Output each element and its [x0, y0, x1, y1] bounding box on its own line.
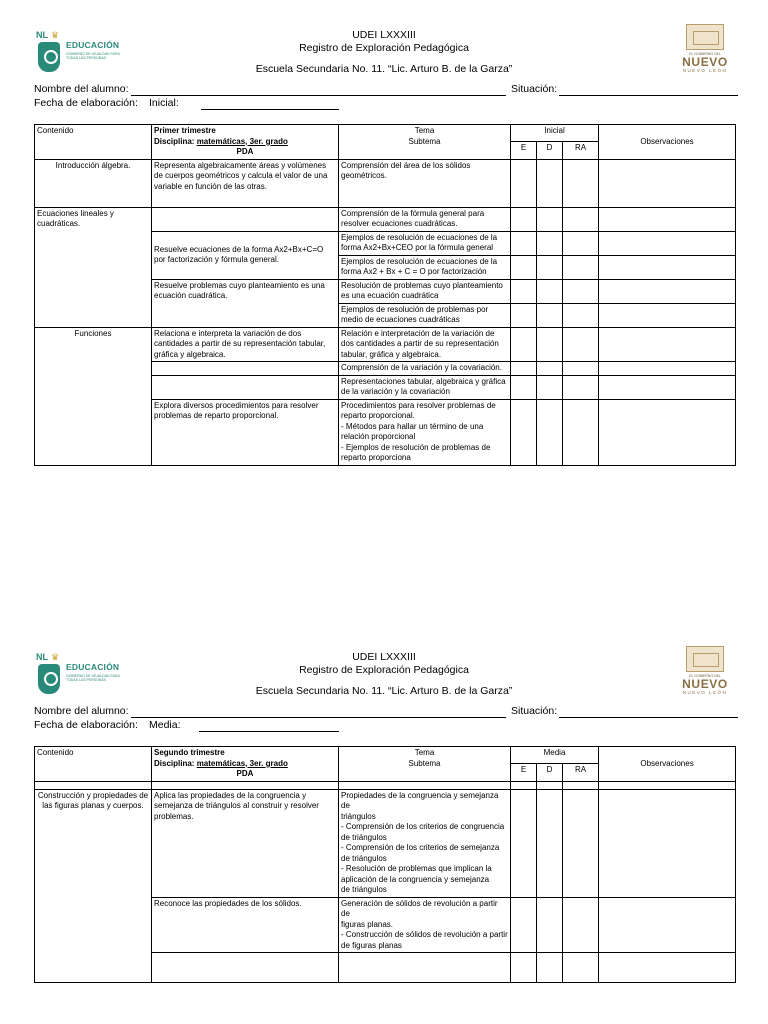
d-cell[interactable] [537, 231, 563, 255]
e-cell[interactable] [511, 255, 537, 279]
header-escuela: Escuela Secundaria No. 11. “Lic. Arturo B. de la Garza” [255, 685, 513, 697]
e-header: E [511, 142, 537, 159]
ra-cell[interactable] [563, 231, 599, 255]
e-cell[interactable] [511, 362, 537, 376]
d-cell[interactable] [537, 303, 563, 327]
ra-cell[interactable] [563, 207, 599, 231]
obs-cell[interactable] [599, 399, 736, 465]
e-cell[interactable] [511, 327, 537, 362]
table-row: Resuelve ecuaciones de la forma Ax2+Bx+C=O por factorización y fórmula general. Ejemplos de resolución de ecuaciones de la forma Ax2+Bx+CEO por la fórmula general [35, 231, 736, 255]
d-cell[interactable] [537, 375, 563, 399]
obs-cell[interactable] [599, 789, 736, 897]
e-cell[interactable] [511, 159, 537, 207]
d-cell[interactable] [537, 279, 563, 303]
header-udei: UDEI LXXXIII [352, 651, 416, 663]
table-row: Resuelve problemas cuyo planteamiento es una ecuación cuadrática. Resolución de problemas cuyo planteamiento es una ecuación cuadrática [35, 279, 736, 303]
obs-cell[interactable] [599, 231, 736, 255]
obs-cell[interactable] [599, 255, 736, 279]
ra-header: RA [563, 142, 599, 159]
observaciones-header: Observaciones [599, 125, 736, 160]
e-cell[interactable] [511, 303, 537, 327]
pda-header: Segundo trimestre Disciplina: matemáticas, 3er. grado PDA [152, 747, 339, 782]
evaluation-table [34, 746, 736, 983]
situation-field[interactable] [559, 717, 738, 718]
table-row: Ejemplos de resolución de ecuaciones de la forma Ax2 + Bx + C = O por factorización [35, 255, 736, 279]
contenido-header: Contenido [35, 747, 152, 782]
table-row [35, 781, 736, 789]
ra-cell[interactable] [563, 255, 599, 279]
nuevo-leon-logo: EL GOBIERNO DEL NUEVO NUEVO LEÓN [672, 646, 738, 696]
situation-label: Situación: [511, 83, 558, 95]
ra-cell[interactable] [563, 303, 599, 327]
evaluation-table [34, 124, 736, 466]
educacion-logo: NL ♛ EDUCACIÓN GOBIERNO DE IGUALDAD PARA TODAS LAS PERSONAS [36, 652, 146, 698]
date-label: Fecha de elaboración: [34, 97, 138, 109]
obs-cell[interactable] [599, 375, 736, 399]
d-cell[interactable] [537, 327, 563, 362]
ra-cell[interactable] [563, 399, 599, 465]
e-cell[interactable] [511, 789, 537, 897]
header-escuela: Escuela Secundaria No. 11. “Lic. Arturo B. de la Garza” [255, 63, 513, 75]
table-row: Representaciones tabular, algebraica y gráfica de la variación y la covariación [35, 375, 736, 399]
header-udei: UDEI LXXXIII [352, 29, 416, 41]
crown-icon: ♛ [51, 30, 60, 40]
table-row: Reconoce las propiedades de los sólidos. Generación de sólidos de revolución a partir de figuras planas. - Construcción de sólidos de revolución a partir de figuras planas [35, 897, 736, 953]
ra-cell[interactable] [563, 897, 599, 953]
d-cell[interactable] [537, 897, 563, 953]
d-cell[interactable] [537, 159, 563, 207]
ra-cell[interactable] [563, 279, 599, 303]
date-field[interactable] [201, 109, 339, 110]
obs-cell[interactable] [599, 362, 736, 376]
ra-cell[interactable] [563, 159, 599, 207]
nuevo-leon-logo: EL GOBIERNO DEL NUEVO NUEVO LEÓN [672, 24, 738, 74]
date-field[interactable] [199, 731, 339, 732]
pda-header: Primer trimestre Disciplina: matemáticas, 3er. grado PDA [152, 125, 339, 160]
ra-cell[interactable] [563, 327, 599, 362]
d-cell[interactable] [537, 207, 563, 231]
ra-header: RA [563, 764, 599, 781]
e-header: E [511, 764, 537, 781]
table-row: Explora diversos procedimientos para resolver problemas de reparto proporcional. Procedimientos para resolver problemas de reparto proporcional. - Métodos para hallar un término de una relación proporcional - Ejemplos de resolución de problemas de reparto proporciona [35, 399, 736, 465]
educacion-logo: NL ♛ EDUCACIÓN GOBIERNO DE IGUALDAD PARA TODAS LAS PERSONAS [36, 30, 146, 76]
table-row: Construcción y propiedades de las figuras planas y cuerpos. Aplica las propiedades de la congruencia y semejanza de triángulos al construir y resolver problemas. Propiedades de la congruencia y semejanza de triángulos - Comprensión de los criterios de congruencia de triángulos - Comprensión de los criterios de semejanza de triángulos - Resolución de problemas que implican la aplicación de la congruencia y semejanza de triángulos [35, 789, 736, 897]
student-name-field[interactable] [131, 717, 506, 718]
e-cell[interactable] [511, 279, 537, 303]
e-cell[interactable] [511, 375, 537, 399]
obs-cell[interactable] [599, 897, 736, 953]
header-registro: Registro de Exploración Pedagógica [299, 42, 469, 54]
tema-header: Tema Subtema [339, 747, 511, 782]
obs-cell[interactable] [599, 327, 736, 362]
situation-label: Situación: [511, 705, 558, 717]
d-cell[interactable] [537, 255, 563, 279]
observaciones-header: Observaciones [599, 747, 736, 782]
obs-cell[interactable] [599, 303, 736, 327]
student-name-label: Nombre del alumno: [34, 83, 129, 95]
date-label: Fecha de elaboración: [34, 719, 138, 731]
obs-cell[interactable] [599, 159, 736, 207]
period-label: Media: [149, 719, 181, 731]
contenido-header: Contenido [35, 125, 152, 160]
ra-cell[interactable] [563, 375, 599, 399]
period-label: Inicial: [149, 97, 179, 109]
eval-header: Media [511, 747, 599, 764]
d-cell[interactable] [537, 399, 563, 465]
crown-icon: ♛ [51, 652, 60, 662]
d-header: D [537, 764, 563, 781]
e-cell[interactable] [511, 231, 537, 255]
obs-cell[interactable] [599, 279, 736, 303]
eval-header: Inicial [511, 125, 599, 142]
header-registro: Registro de Exploración Pedagógica [299, 664, 469, 676]
ra-cell[interactable] [563, 789, 599, 897]
d-header: D [537, 142, 563, 159]
table-row: Introducción álgebra. Representa algebraicamente áreas y volúmenes de cuerpos geométricos y calcula el valor de una variable en función de las otras. Comprensión del área de los sólidos geométricos. [35, 159, 736, 207]
table-row: Ecuaciones lineales y cuadráticas. Comprensión de la fórmula general para resolver ecuaciones cuadráticas. [35, 207, 736, 231]
student-name-label: Nombre del alumno: [34, 705, 129, 717]
e-cell[interactable] [511, 897, 537, 953]
d-cell[interactable] [537, 789, 563, 897]
d-cell[interactable] [537, 362, 563, 376]
e-cell[interactable] [511, 207, 537, 231]
obs-cell[interactable] [599, 207, 736, 231]
table-row: Ejemplos de resolución de problemas por medio de ecuaciones cuadráticas [35, 303, 736, 327]
situation-field[interactable] [559, 95, 738, 96]
table-row: Funciones Relaciona e interpreta la variación de dos cantidades a partir de su representación tabular, gráfica y algebraica. Relación e interpretación de la variación de dos cantidades a partir de su representación tabular, gráfica y algebraica. [35, 327, 736, 362]
tema-header: Tema Subtema [339, 125, 511, 160]
e-cell[interactable] [511, 399, 537, 465]
ra-cell[interactable] [563, 362, 599, 376]
table-row: Comprensión de la variación y la covariación. [35, 362, 736, 376]
student-name-field[interactable] [131, 95, 506, 96]
